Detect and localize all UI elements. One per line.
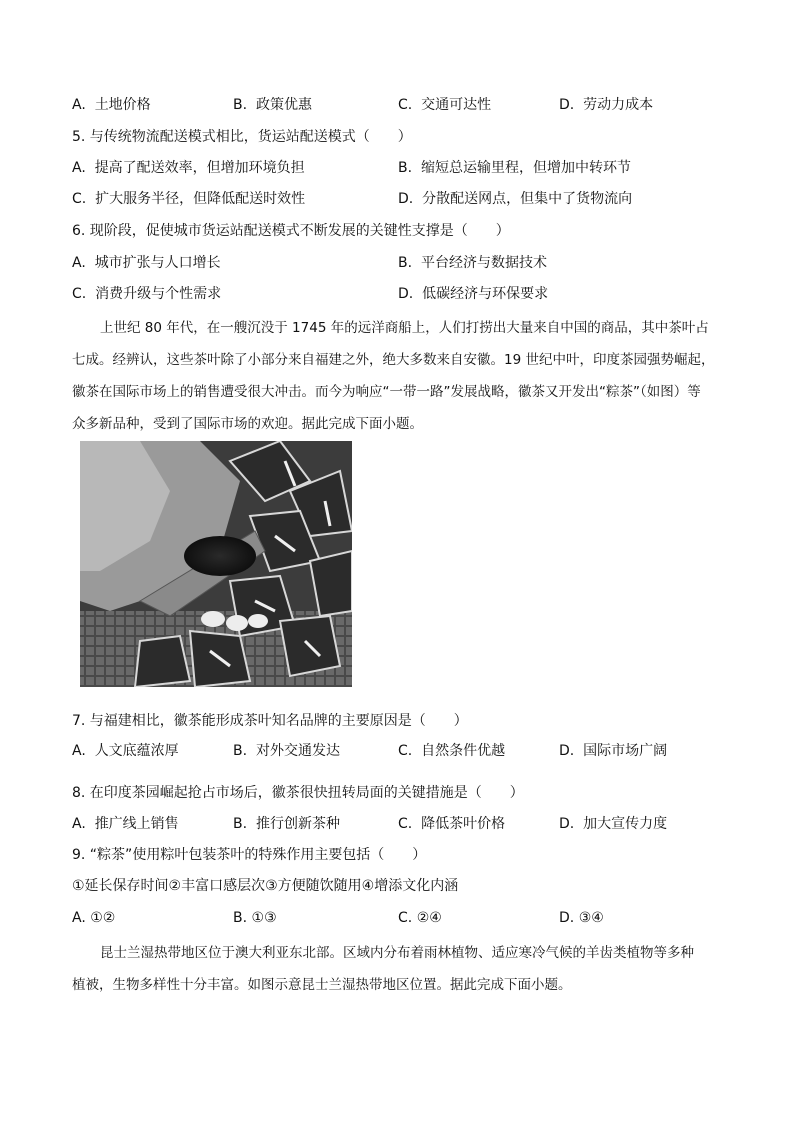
q7-stem: 7. 与福建相比，徽茶能形成茶叶知名品牌的主要原因是（ ） [72, 713, 468, 729]
q7-option-c: C. 自然条件优越 [398, 743, 506, 759]
q6-option-d: D. 低碳经济与环保要求 [398, 286, 549, 302]
q9-option-c: C. ②④ [398, 910, 442, 926]
q8-option-b: B. 推行创新茶种 [233, 816, 340, 832]
q7-option-a: A. 人文底蕴浓厚 [72, 743, 179, 759]
q4-option-c: C. 交通可达性 [398, 97, 492, 113]
q7-option-d: D. 国际市场广阔 [559, 743, 668, 759]
passage-tea-line-4: 众多新品种，受到了国际市场的欢迎。据此完成下面小题。 [72, 416, 423, 432]
q6-stem: 6. 现阶段，促使城市货运站配送模式不断发展的关键性支撑是（ ） [72, 223, 510, 239]
q8-option-c: C. 降低茶叶价格 [398, 816, 506, 832]
q4-option-b: B. 政策优惠 [233, 97, 312, 113]
q6-option-b: B. 平台经济与数据技术 [398, 255, 547, 271]
q5-stem: 5. 与传统物流配送模式相比，货运站配送模式（ ） [72, 129, 412, 145]
q9-items: ①延长保存时间②丰富口感层次③方便随饮随用④增添文化内涵 [72, 878, 459, 894]
q6-option-c: C. 消费升级与个性需求 [72, 286, 222, 302]
passage-queensland-line-2: 植被，生物多样性十分丰富。如图示意昆士兰湿热带地区位置。据此完成下面小题。 [72, 977, 572, 993]
q5-option-a: A. 提高了配送效率，但增加环境负担 [72, 160, 305, 176]
passage-queensland-line-1: 昆士兰湿热带地区位于澳大利亚东北部。区域内分布着雨林植物、适应寒冷气候的羊齿类植物等多种 [100, 945, 694, 961]
q6-option-a: A. 城市扩张与人口增长 [72, 255, 221, 271]
q9-stem: 9. “粽茶”使用粽叶包装茶叶的特殊作用主要包括（ ） [72, 847, 427, 863]
zongcha-photo [80, 441, 352, 687]
q4-option-d: D. 劳动力成本 [559, 97, 654, 113]
q9-option-a: A. ①② [72, 910, 116, 926]
q7-option-b: B. 对外交通发达 [233, 743, 340, 759]
q9-option-b: B. ①③ [233, 910, 277, 926]
passage-tea-line-1: 上世纪 80 年代，在一艘沉没于 1745 年的远洋商船上，人们打捞出大量来自中国的商品，其中茶叶占 [100, 320, 709, 336]
q8-stem: 8. 在印度茶园崛起抢占市场后，徽茶很快扭转局面的关键措施是（ ） [72, 785, 524, 801]
passage-tea-line-2: 七成。经辨认，这些茶叶除了小部分来自福建之外，绝大多数来自安徽。19 世纪中叶，印度茶园强势崛起， [72, 352, 715, 368]
q4-option-a: A. 土地价格 [72, 97, 151, 113]
passage-tea [72, 312, 732, 440]
q5-option-d: D. 分散配送网点，但集中了货物流向 [398, 191, 633, 207]
q8-option-d: D. 加大宣传力度 [559, 816, 668, 832]
q5-option-c: C. 扩大服务半径，但降低配送时效性 [72, 191, 306, 207]
passage-queensland [72, 937, 732, 1001]
q9-option-d: D. ③④ [559, 910, 604, 926]
q8-option-a: A. 推广线上销售 [72, 816, 179, 832]
passage-tea-line-3: 徽茶在国际市场上的销售遭受很大冲击。而今为响应“一带一路”发展战略，徽茶又开发出“粽茶”（如图）等 [72, 384, 701, 400]
q5-option-b: B. 缩短总运输里程，但增加中转环节 [398, 160, 631, 176]
